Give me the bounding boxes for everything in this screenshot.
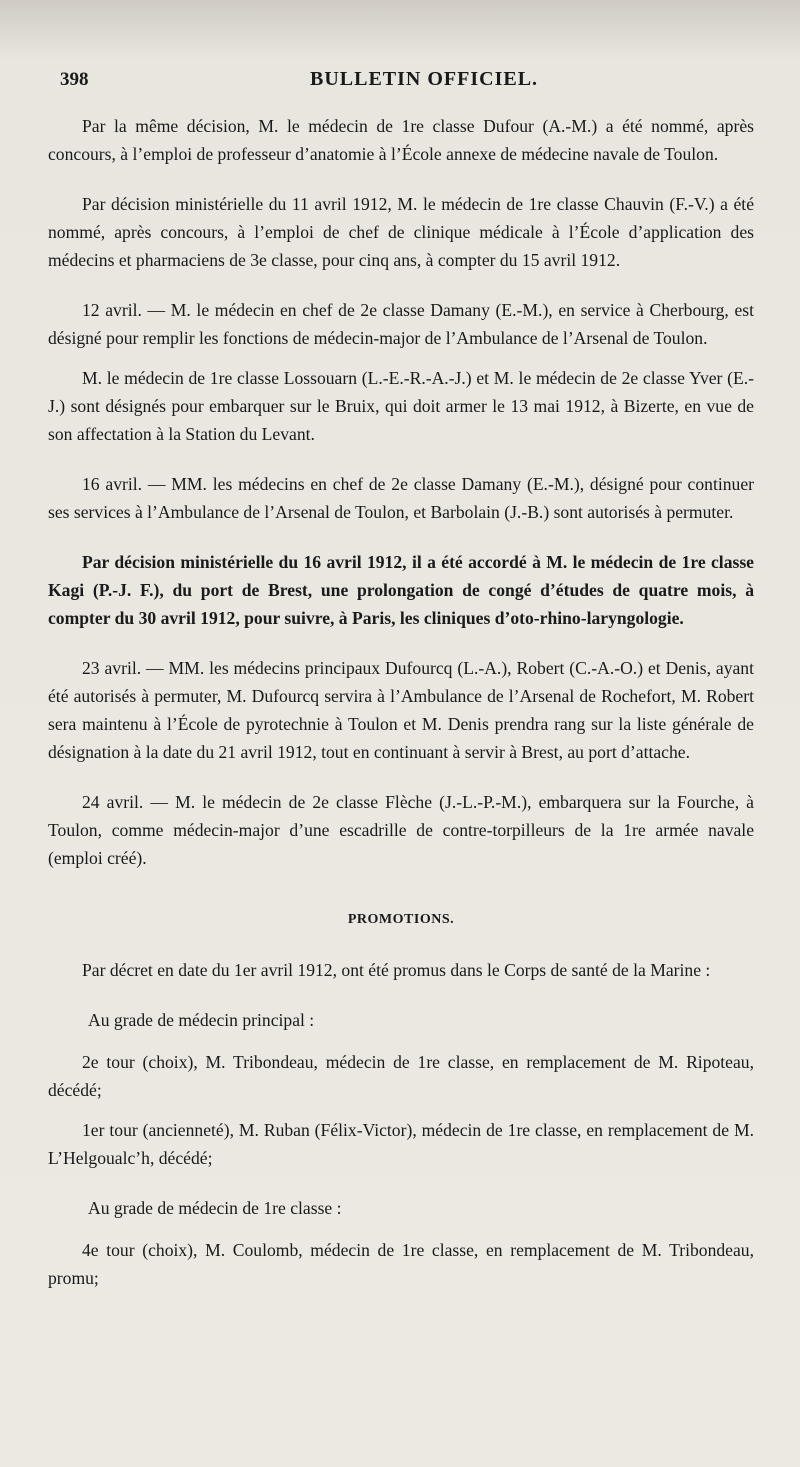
page-number: 398: [60, 69, 89, 90]
promotion-entry: 1er tour (ancienneté), M. Ruban (Félix-Victor), médecin de 1re classe, en remplacement de M. L’Helgoualc’h, décédé;: [48, 1120, 754, 1168]
promotions-intro: Par décret en date du 1er avril 1912, ont été promus dans le Corps de santé de la Marine :: [82, 960, 711, 980]
promotion-entry: 2e tour (choix), M. Tribondeau, médecin de 1re classe, en remplacement de M. Ripoteau, décédé;: [48, 1052, 754, 1100]
grade-heading: Au grade de médecin de 1re classe :: [88, 1198, 342, 1218]
paragraph: 16 avril. — MM. les médecins en chef de 2e classe Damany (E.-M.), désigné pour continuer ses services à l’Ambulance de l’Arsenal de Toulon, et Barbolain (J.-B.) sont autorisés à permuter.: [48, 474, 754, 522]
running-title: BULLETIN OFFICIEL.: [310, 68, 539, 90]
page-body: [48, 112, 754, 1304]
promotion-entry: 4e tour (choix), M. Coulomb, médecin de 1re classe, en remplacement de M. Tribondeau, promu;: [48, 1240, 754, 1288]
paragraph: M. le médecin de 1re classe Lossouarn (L.-E.-R.-A.-J.) et M. le médecin de 2e classe Yver (E.-J.) sont désignés pour embarquer sur le Bruix, qui doit armer le 13 mai 1912, à Bizerte, en vue de son affectation à la Station du Levant.: [48, 368, 754, 444]
paragraph: Par décision ministérielle du 16 avril 1912, il a été accordé à M. le médecin de 1re classe Kagi (P.-J. F.), du port de Brest, une prolongation de congé d’études de quatre mois, à compter du 30 avril 1912, pour suivre, à Paris, les cliniques d’oto-rhino-laryngologie.: [48, 552, 754, 628]
paragraph: Par la même décision, M. le médecin de 1re classe Dufour (A.-M.) a été nommé, après concours, à l’emploi de professeur d’anatomie à l’École annexe de médecine navale de Toulon.: [48, 116, 754, 164]
paragraph: 12 avril. — M. le médecin en chef de 2e classe Damany (E.-M.), en service à Cherbourg, est désigné pour remplir les fonctions de médecin-major de l’Ambulance de l’Arsenal de Toulon.: [48, 300, 754, 348]
paragraph: 24 avril. — M. le médecin de 2e classe Flèche (J.-L.-P.-M.), embarquera sur la Fourche, à Toulon, comme médecin-major d’une escadrille de contre-torpilleurs de la 1re armée navale (emploi créé).: [48, 792, 754, 868]
paragraph: Par décision ministérielle du 11 avril 1912, M. le médecin de 1re classe Chauvin (F.-V.) a été nommé, après concours, à l’emploi de chef de clinique médicale à l’École d’application des médecins et pharmaciens de 3e classe, pour cinq ans, à compter du 15 avril 1912.: [48, 194, 754, 270]
paragraph: 23 avril. — MM. les médecins principaux Dufourcq (L.-A.), Robert (C.-A.-O.) et Denis, ayant été autorisés à permuter, M. Dufourcq servira à l’Ambulance de l’Arsenal de Rochefort, M. Robert sera maintenu à l’École de pyrotechnie à Toulon et M. Denis prendra rang sur la liste générale de désignation à la date du 21 avril 1912, tout en continuant à servir à Brest, au port d’attache.: [48, 658, 754, 762]
grade-heading: Au grade de médecin principal :: [88, 1010, 315, 1030]
section-heading: PROMOTIONS.: [347, 912, 455, 927]
page-header: [60, 68, 760, 91]
